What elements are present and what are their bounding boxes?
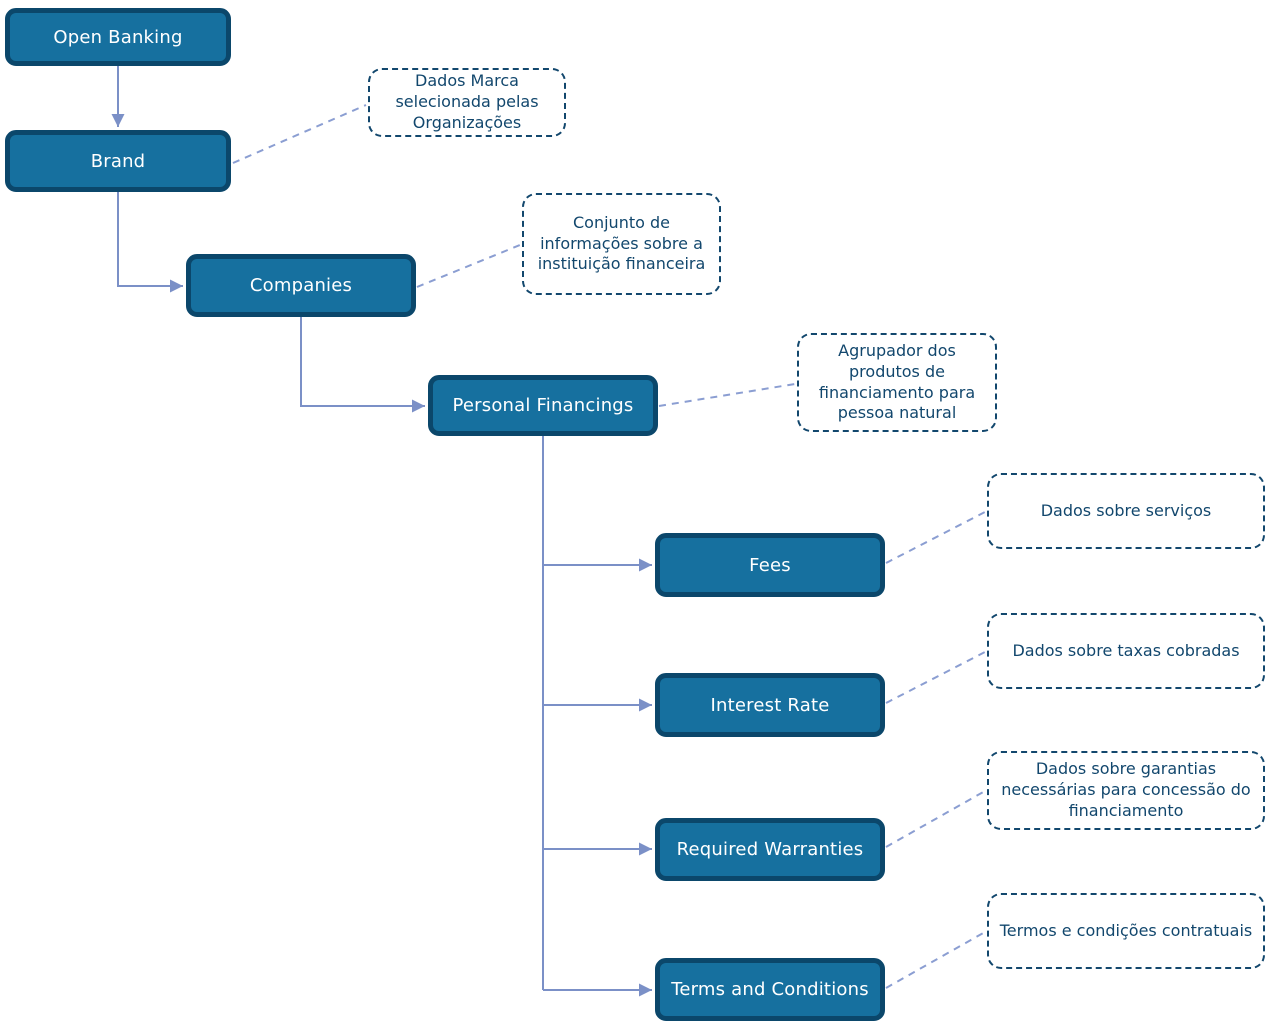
- annotation-interest-rate: Dados sobre taxas cobradas: [987, 613, 1265, 689]
- node-personal-financings: Personal Financings: [428, 375, 658, 436]
- node-fees: Fees: [655, 533, 885, 597]
- link-interest-rate-annotation: [886, 652, 985, 703]
- node-companies: Companies: [186, 254, 416, 317]
- node-brand: Brand: [5, 130, 231, 192]
- annotation-terms-and-conditions: Termos e condições contratuais: [987, 893, 1265, 969]
- link-required-warranties-annotation: [886, 791, 985, 847]
- annotation-personal-financings: Agrupador dos produtos de financiamento para pessoa natural: [797, 333, 997, 432]
- link-terms-and-conditions-annotation: [886, 932, 985, 988]
- edge-companies-to-personal-financings: [301, 317, 425, 406]
- annotation-fees: Dados sobre serviços: [987, 473, 1265, 549]
- edge-brand-to-companies: [118, 192, 183, 286]
- link-personal-financings-annotation: [659, 384, 795, 406]
- link-companies-annotation: [417, 245, 520, 287]
- node-terms-and-conditions: Terms and Conditions: [655, 958, 885, 1021]
- link-brand-annotation: [233, 105, 366, 163]
- annotation-brand: Dados Marca selecionada pelas Organizações: [368, 68, 566, 137]
- node-interest-rate: Interest Rate: [655, 673, 885, 737]
- node-required-warranties: Required Warranties: [655, 818, 885, 881]
- annotation-companies: Conjunto de informações sobre a instituição financeira: [522, 193, 721, 295]
- link-fees-annotation: [886, 512, 985, 563]
- annotation-required-warranties: Dados sobre garantias necessárias para concessão do financiamento: [987, 751, 1265, 830]
- node-open-banking: Open Banking: [5, 8, 231, 66]
